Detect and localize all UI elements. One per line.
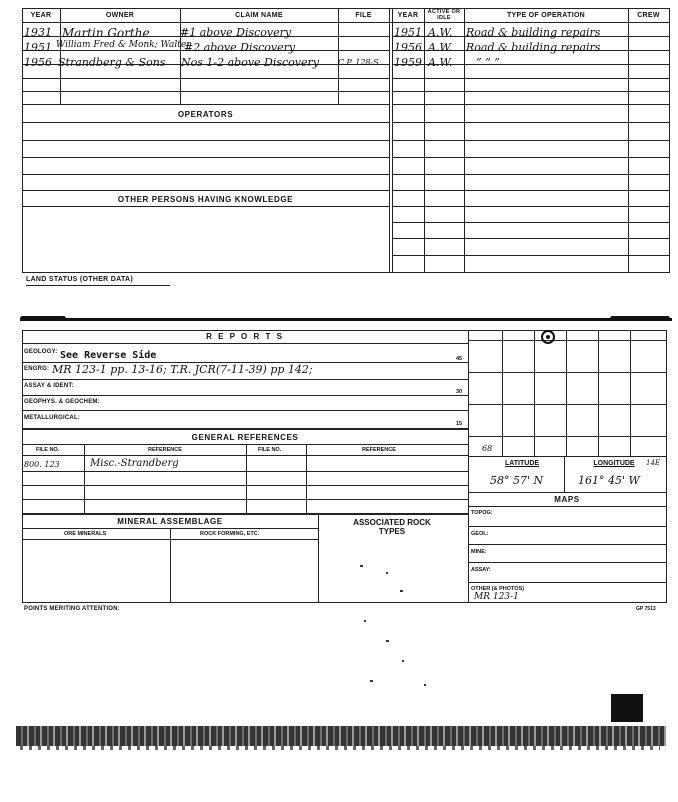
owner-row-1-claim: #1 above Discovery <box>180 26 292 39</box>
maps-title: MAPS <box>554 495 580 504</box>
gr-row-1-file: 800. 123 <box>24 460 60 469</box>
engrg-label: ENGRG: <box>24 366 50 372</box>
owner-row-1-owner: Martin Gorthe <box>62 26 150 40</box>
land-status-label: LAND STATUS (OTHER DATA) <box>26 276 134 283</box>
header-active-or-idle: ACTIVE OR IDLE <box>427 9 461 21</box>
gr-col-file-no-2: FILE NO. <box>258 447 282 453</box>
owner-row-2-owner: William Fred & Monk; Walter <box>56 40 191 50</box>
op-row-3-status: A.W. <box>428 56 453 69</box>
points-meriting-attention-label: POINTS MERITING ATTENTION: <box>24 606 120 612</box>
form-number: GP 7513 <box>636 606 656 612</box>
op-row-1-year: 1951 <box>394 26 422 39</box>
scan-bottom-band <box>16 726 666 746</box>
rock-forming-label: ROCK FORMING, ETC. <box>200 531 260 537</box>
header-year-2: YEAR <box>397 12 419 19</box>
op-row-1-status: A.W. <box>428 26 453 39</box>
maps-other-label: OTHER (& PHOTOS) <box>471 586 525 592</box>
longitude-label: LONGITUDE <box>593 460 635 467</box>
other-persons-title: OTHER PERSONS HAVING KNOWLEDGE <box>117 195 294 204</box>
maps-assay-label: ASSAY: <box>471 567 491 573</box>
owner-row-2-year: 1951 <box>24 41 52 54</box>
geology-value: See Reverse Side <box>60 350 157 361</box>
scan-bottom-band-2 <box>20 746 660 750</box>
metallurgical-label: METALLURGICAL: <box>24 415 81 421</box>
associated-rock-types-title: ASSOCIATED ROCK TYPES <box>353 518 431 536</box>
owner-row-3-file: C.P. 128-S <box>338 58 379 67</box>
latitude-label: LATITUDE <box>504 460 540 467</box>
number-45: 45 <box>456 356 463 362</box>
engrg-value: MR 123-1 pp. 13-16; T.R. JCR(7-11-39) pp 142; <box>52 363 313 376</box>
latitude-value: 58° 57' N <box>490 474 544 487</box>
longitude-value: 161° 45' W <box>578 474 640 487</box>
owner-row-3-claim: Nos 1-2 above Discovery <box>181 56 320 69</box>
owner-row-1-year: 1931 <box>24 26 52 39</box>
longitude-note: 14E <box>646 459 661 467</box>
number-30: 30 <box>456 389 463 395</box>
maps-geol-label: GEOL: <box>471 531 489 537</box>
operators-title: OPERATORS <box>177 110 234 119</box>
general-references-title: GENERAL REFERENCES <box>191 433 299 442</box>
assay-ident-label: ASSAY & IDENT: <box>24 383 74 389</box>
owner-row-3-owner: Strandberg & Sons <box>58 56 166 69</box>
op-row-3-operation: ” ” ” <box>476 56 500 69</box>
op-row-2-status: A.W. <box>428 41 453 54</box>
owner-row-3-year: 1956 <box>24 56 52 69</box>
black-square-artifact <box>611 694 643 722</box>
geology-label: GEOLOGY: <box>24 349 58 355</box>
number-15: 15 <box>456 421 463 427</box>
gr-col-file-no: FILE NO. <box>36 447 60 453</box>
maps-topog-label: TOPOG: <box>471 510 493 516</box>
geophys-label: GEOPHYS. & GEOCHEM: <box>24 399 100 405</box>
mineral-assemblage-title: MINERAL ASSEMBLAGE <box>117 517 223 526</box>
owner-row-2-claim: #2 above Discovery <box>184 41 296 54</box>
scan-noise-dots <box>340 560 460 700</box>
map-grid-number: 68 <box>482 444 493 453</box>
op-row-3-year: 1959 <box>394 56 422 69</box>
header-file: FILE <box>355 12 372 19</box>
ore-minerals-label: ORE MINERALS <box>64 531 107 537</box>
maps-mine-label: MINE: <box>471 549 487 555</box>
header-year: YEAR <box>30 12 52 19</box>
target-marker-icon <box>541 330 555 344</box>
op-row-2-operation: Road & building repairs <box>466 41 601 54</box>
header-owner: OWNER <box>105 12 135 19</box>
gr-col-reference-2: REFERENCE <box>362 447 396 453</box>
reports-title: R E P O R T S <box>206 332 284 341</box>
header-crew: CREW <box>637 12 660 19</box>
maps-other-value: MR 123-1 <box>474 592 519 602</box>
op-row-2-year: 1956 <box>394 41 422 54</box>
header-claim-name: CLAIM NAME <box>235 12 283 19</box>
header-type-of-operation: TYPE OF OPERATION <box>506 12 586 19</box>
gr-row-1-reference: Misc.-Strandberg <box>90 458 179 469</box>
gr-col-reference: REFERENCE <box>148 447 182 453</box>
op-row-1-operation: Road & building repairs <box>466 26 601 39</box>
